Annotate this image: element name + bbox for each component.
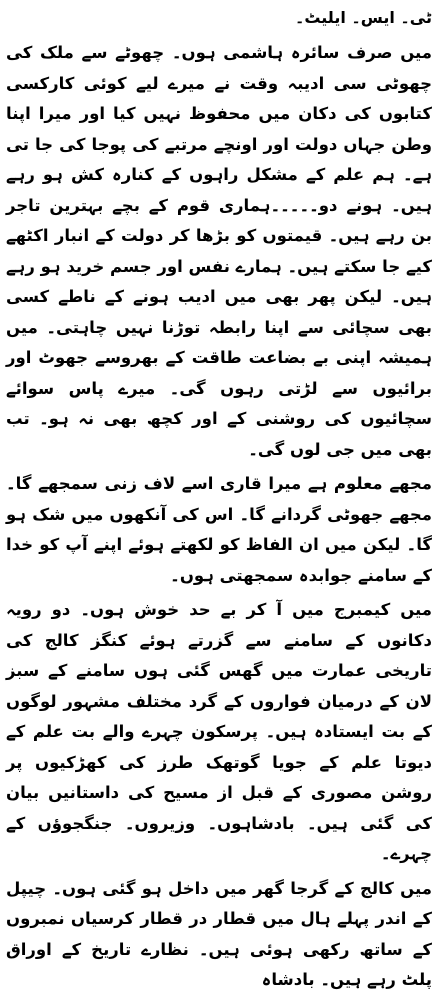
paragraph-4: میں کالج کے گرجا گھر میں داخل ہو گئی ہوں۔ چیپل کے اندر پہلے ہال میں قطار در قطار کرسیاں نمبروں کے ساتھ رکھی ہوئی ہیں۔ نظارے تاریخ کے اوراق پلٹ رہے ہیں۔ بادشاہ (6, 878, 432, 989)
paragraph-3: میں کیمبرج میں آ کر بے حد خوش ہوں۔ دو رویہ دکانوں کے سامنے سے گزرتے ہوئے کنگز کالج کی تاریخی عمارت میں گھس گئی ہوں سامنے کے سبز لان کے درمیان فواروں کے گرد مختلف مشہور لوگوں کے بت ایستادہ ہیں۔ پرسکون چہرے والے بت علم کے دیوتا علم کے جویا گوتھک طرز کی کھڑکیوں پر روشن مصوری کے قبل از مسیح کی داستانیں بیان کی گئی ہیں۔ بادشاہوں۔ وزیروں۔ جنگجوؤں کے چہرے۔ (6, 600, 432, 863)
document-page (6, 4, 432, 989)
paragraph-2: مجھے معلوم ہے میرا قاری اسے لاف زنی سمجھے گا۔ مجھے جھوٹی گردانے گا۔ اس کی آنکھوں میں شک ہو گا۔ لیکن میں ان الفاظ کو لکھتے ہوئے اپنے آپ کو خدا کے سامنے جوابدہ سمجھتی ہوں۔ (6, 474, 432, 585)
paragraph-1: میں صرف سائرہ ہاشمی ہوں۔ چھوٹے سے ملک کی چھوٹی سی ادیبہ وقت نے میرے لیے کوئی کارکسی کتابوں کی دکان میں محفوظ نہیں کیا اور میرا اپنا وطن جہاں دولت اور اونچے مرتبے کی پوجا کی جا تی ہے۔ ہم علم کے مشکل راہوں کے کنارہ کش ہو رہے ہیں۔ ہونے دو۔۔۔۔۔ہماری قوم کے بچے بہترین تاجر بن رہے ہیں۔ قیمتوں کو بڑھا کر دولت کے انبار اکٹھے کیے جا سکتے ہیں۔ ہمارے نفس اور جسم خرید ہو رہے ہیں۔ لیکن پھر بھی میں ادیب ہونے کے ناطے کسی بھی سچائی سے اپنا رابطہ توڑنا نہیں چاہتی۔ میں ہمیشہ اپنی بے بضاعت طاقت کے بھروسے جھوٹ اور برائیوں سے لڑتی رہوں گی۔ میرے پاس سوائے سچائیوں کی روشنی کے اور کچھ بھی نہ ہو۔ تب بھی میں جی لوں گی۔ (6, 43, 432, 459)
document-heading: ٹی۔ ایس۔ ایلیٹ۔ (294, 8, 432, 27)
